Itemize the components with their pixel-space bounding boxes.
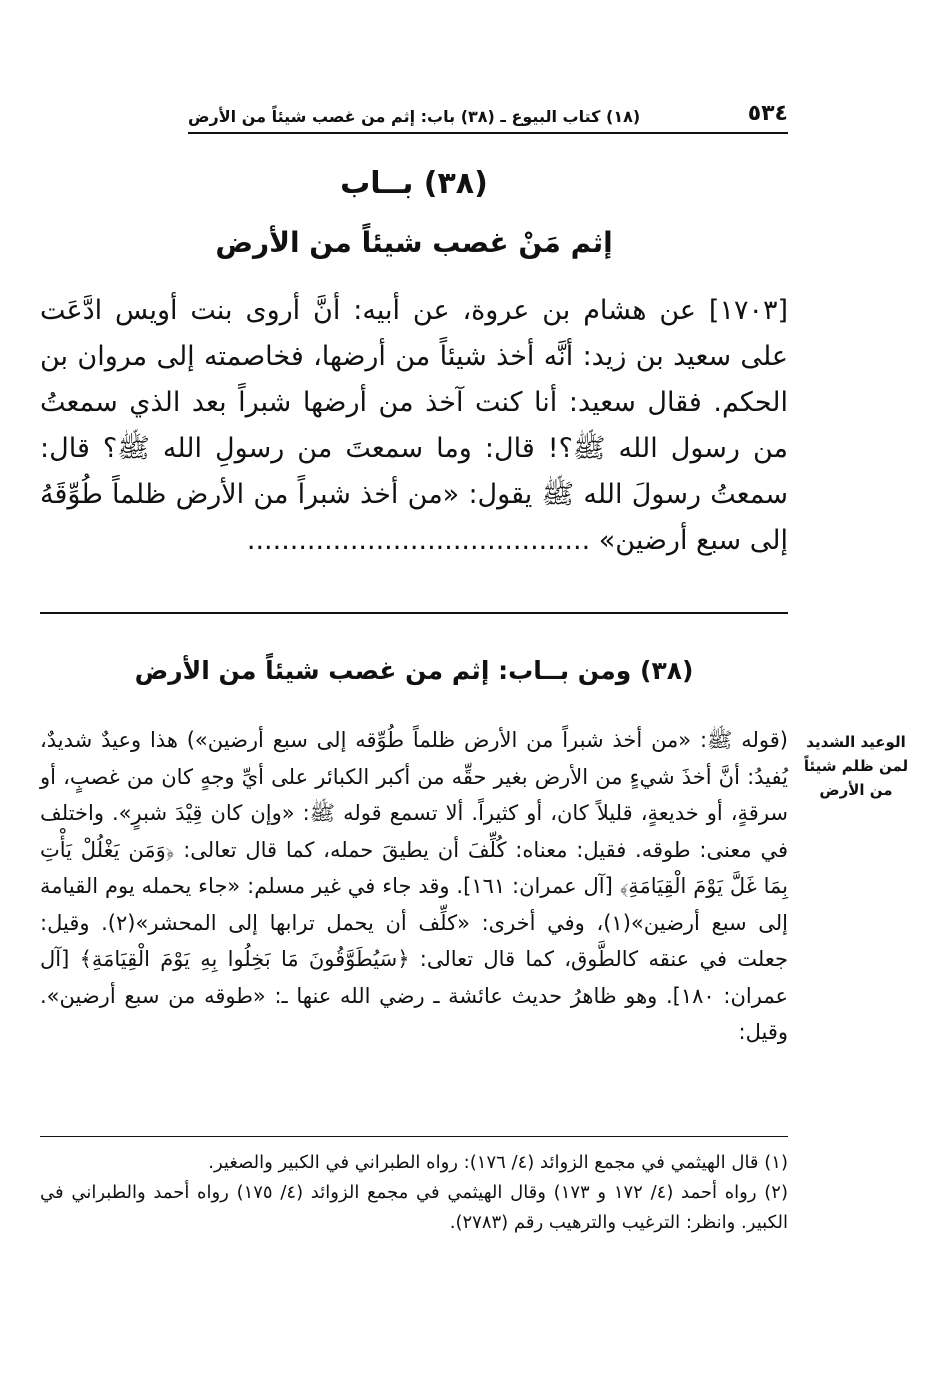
- chapter-label: (٣٨) بــاب: [340, 166, 488, 201]
- running-title: (١٨) كتاب البيوع ـ (٣٨) باب: إثم من غصب شيئاً من الأرض: [188, 107, 641, 126]
- running-header: [188, 92, 788, 126]
- page-number: ٥٣٤: [747, 101, 788, 126]
- footnote-2: (٢) رواه أحمد (٤/ ١٧٢ و ١٧٣) وقال الهيثمي في مجمع الزوائد (٤/ ١٧٥) رواه أحمد والطبراني في الكبير. وانظر: الترغيب والترهيب رقم (٢٧٨٣).: [40, 1182, 788, 1233]
- chapter-title: إثم مَنْ غصب شيئاً من الأرض: [215, 226, 613, 259]
- footnotes: [40, 1148, 788, 1238]
- footnote-divider: [40, 1136, 788, 1137]
- hadith-text-block: [40, 288, 788, 564]
- margin-side-note: الوعيد الشديد لمن ظلم شيئاً من الأرض: [803, 733, 909, 799]
- footnote-1: (١) قال الهيثمي في مجمع الزوائد (٤/ ١٧٦): رواه الطبراني في الكبير والصغير.: [208, 1152, 788, 1173]
- commentary-heading: (٣٨) ومن بــاب: إثم من غصب شيئاً من الأرض: [134, 656, 694, 685]
- section-divider: [40, 612, 788, 614]
- header-divider: [188, 132, 788, 134]
- commentary-body: (قوله ﷺ: «من أخذ شبراً من الأرض ظلماً طُوِّقه إلى سبع أرضين») هذا وعيدٌ شديدٌ، يُفيدُ: أنَّ أخذَ شيءٍ من الأرض بغير حقِّه من أكبر الكبائر على أيِّ وجهٍ كان من غصبٍ، أو سرقةٍ، أو خديعةٍ، قليلاً كان، أو كثيراً. ألا تسمع قوله ﷺ: «وإن كان قِيْدَ شبرٍ». واختلف في معنى: طوقه. فقيل: معناه: كُلِّفَ أن يطيقَ حمله، كما قال تعالى: ﴿وَمَن يَغْلُلْ يَأْتِ بِمَا غَلَّ يَوْمَ الْقِيَامَةِ﴾ [آل عمران: ١٦١]. وقد جاء في غير مسلم: «جاء يحمله يوم القيامة إلى سبع أرضين»(١)، وفي أخرى: «كلِّف أن يحمل ترابها إلى المحشر»(٢). وقيل: جعلت في عنقه كالطَّوق، كما قال تعالى: ﴿سَيُطَوَّقُونَ مَا بَخِلُوا بِهِ يَوْمَ الْقِيَامَةِ﴾ [آل عمران: ١٨٠]. وهو ظاهرُ حديث عائشة ـ رضي الله عنها ـ: «طوقه من سبع أرضين». وقيل:: [40, 728, 788, 1044]
- hadith-continuation-dots: ........................................: [246, 525, 591, 556]
- hadith-text: [١٧٠٣] عن هشام بن عروة، عن أبيه: أنَّ أروى بنت أويس ادَّعَت على سعيد بن زيد: أنَّه أخذ شيئاً من أرضها، فخاصمته إلى مروان بن الحكم. فقال سعيد: أنا كنت آخذ من أرضها شبراً بعد الذي سمعتُ من رسول الله ﷺ؟! قال: وما سمعتَ من رسولِ الله ﷺ؟ قال: سمعتُ رسولَ الله ﷺ يقول: «من أخذ شبراً من الأرض ظلماً طُوِّقَهُ إلى سبع أرضين»: [40, 295, 788, 556]
